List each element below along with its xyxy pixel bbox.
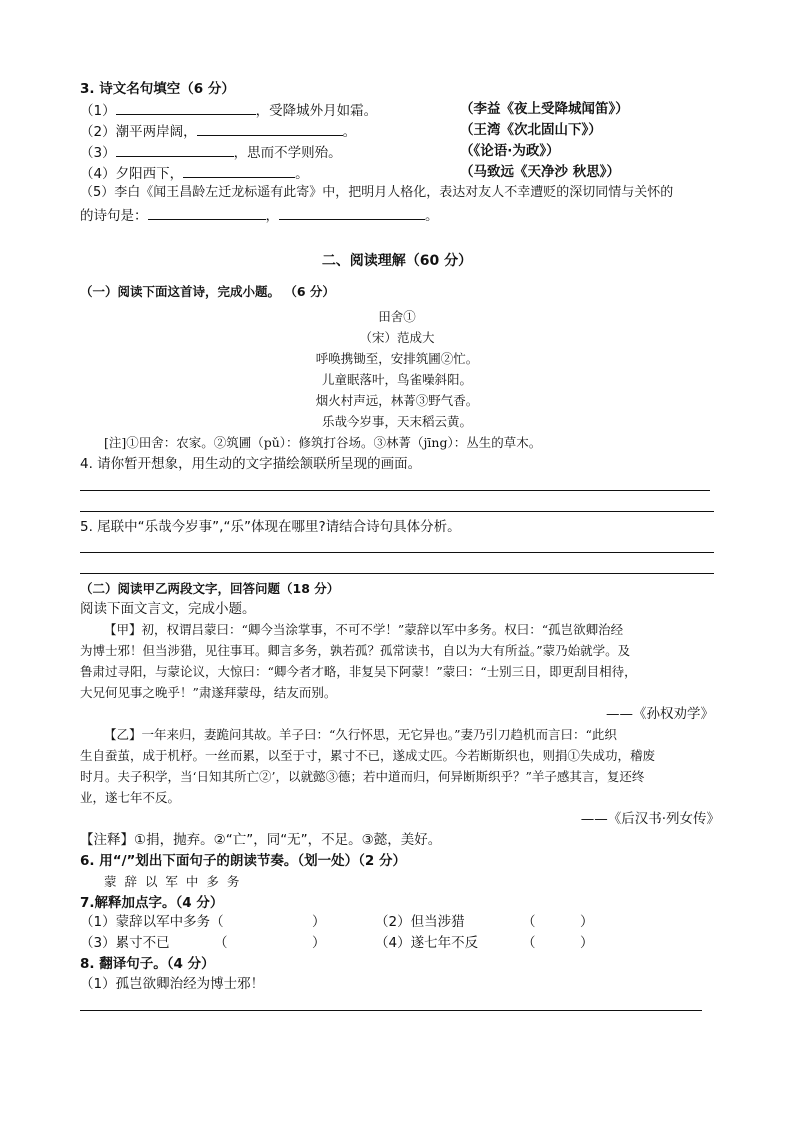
q3-item3 bbox=[80, 142, 342, 162]
q3-item1-text: ，受降城外月如霜。 bbox=[255, 103, 378, 119]
q3-item2-text: 潮平两岸阔， bbox=[115, 124, 197, 140]
passage-yi-line-1: 【乙】一年来归，妻跪问其故。羊子曰：“久行怀思，无它异也。”妻乃引刀趋机而言曰：“此织 bbox=[104, 727, 617, 742]
q6-sentence[interactable]: 蒙 辞 以 军 中 多 务 bbox=[104, 874, 242, 889]
poem-title: 田舍① bbox=[378, 309, 416, 324]
q5-answer-line-1[interactable] bbox=[80, 552, 714, 553]
poem-line-3: 烟火村声远，林菁③野气香。 bbox=[315, 393, 479, 408]
q3-item4-source: （马致远《天净沙 秋思》） bbox=[460, 164, 620, 180]
q3-item1 bbox=[80, 100, 377, 120]
q5-question: 5. 尾联中“乐哉今岁事”,“乐”体现在哪里?请结合诗句具体分析。 bbox=[80, 519, 461, 535]
q7-item-2: （2）但当涉猎 bbox=[375, 914, 465, 930]
q3-item2-end: 。 bbox=[342, 124, 357, 140]
q3-item3-text: ，思而不学则殆。 bbox=[233, 145, 342, 161]
poem-line-2: 儿童眠落叶，鸟雀噪斜阳。 bbox=[321, 372, 472, 387]
q7-item-3: （3）累寸不已 bbox=[80, 935, 170, 951]
q3-item3-num: （3） bbox=[80, 145, 116, 161]
part2-title: （二）阅读甲乙两段文字，回答问题（18 分） bbox=[80, 581, 340, 596]
q8-item-1: （1）孤岂欲卿治经为博士邪！ bbox=[80, 976, 265, 992]
q4-answer-line-1[interactable] bbox=[80, 490, 710, 491]
q3-item4-end: 。 bbox=[295, 166, 309, 182]
q8-answer-line[interactable] bbox=[80, 1010, 702, 1011]
q7-item-1: （1）蒙辞以军中多务（ bbox=[80, 914, 224, 930]
q7-item-3-close: ） bbox=[312, 935, 326, 951]
section2-title: 二、阅读理解（60 分） bbox=[321, 253, 473, 269]
q3-item2 bbox=[80, 121, 356, 141]
q7-item-1-close: ） bbox=[312, 914, 326, 930]
q7-item-3-open: （ bbox=[214, 935, 228, 951]
q3-item4-text: 夕阳西下， bbox=[115, 166, 184, 182]
passage-note: 【注释】①捐，抛弃。②“亡”，同“无”，不足。③懿，美好。 bbox=[80, 832, 442, 848]
poem-note: [注]①田舍：农家。②筑圃（pǔ）：修筑打谷场。③林菁（jīng）：丛生的草木。 bbox=[104, 435, 542, 450]
q3-item1-source: （李益《夜上受降城闻笛》） bbox=[460, 101, 629, 117]
q3-item2-source: （王湾《次北固山下》） bbox=[460, 122, 602, 138]
q3-item4 bbox=[80, 163, 309, 183]
part2-intro: 阅读下面文言文，完成小题。 bbox=[80, 601, 256, 617]
passage-jia-line-4: 大兄何见事之晚乎！”肃遂拜蒙母，结友而别。 bbox=[80, 685, 337, 700]
passage-jia-line-2: 为博士邪！但当涉猎，见往事耳。卿言多务，孰若孤？孤常读书，自以为大有所益。”蒙乃始就学。及 bbox=[80, 643, 631, 658]
poem-line-1: 呼唤携锄至，安排筑圃②忙。 bbox=[315, 351, 479, 366]
poem-line-4: 乐哉今岁事，天末稻云黄。 bbox=[321, 414, 472, 429]
q7-item-2-close: ） bbox=[580, 914, 594, 930]
q3-item4-blank[interactable] bbox=[183, 163, 295, 178]
passage-yi-source: ——《后汉书·列女传》 bbox=[580, 811, 720, 827]
q3-item5-prefix: 的诗句是： bbox=[80, 208, 148, 224]
q7-item-4-open: （ bbox=[522, 935, 536, 951]
q8-title: 8. 翻译句子。（4 分） bbox=[80, 956, 215, 972]
q3-item5-comma: ， bbox=[265, 208, 279, 224]
q7-title: 7.解释加点字。（4 分） bbox=[80, 895, 224, 911]
q7-item-2-open: （ bbox=[522, 914, 536, 930]
part1-title: （一）阅读下面这首诗，完成小题。 （6 分） bbox=[80, 284, 335, 299]
q3-item5-blank2[interactable] bbox=[279, 205, 425, 220]
q3-item2-num: （2） bbox=[80, 124, 116, 140]
q3-item2-blank[interactable] bbox=[197, 121, 343, 136]
passage-yi-line-2: 生自蚕茧，成于机杼。一丝而累，以至于寸，累寸不已，遂成丈匹。今若断斯织也，则捐①失成功，稽废 bbox=[80, 748, 656, 763]
q3-item5-line1: （5）李白《闻王昌龄左迁龙标遥有此寄》中，把明月人格化，表达对友人不幸遭贬的深切同情与关怀的 bbox=[80, 185, 674, 200]
q6-title: 6. 用“/”划出下面句子的朗读节奏。（划一处）（2 分） bbox=[80, 853, 406, 869]
q3-item5-end: 。 bbox=[425, 208, 439, 224]
q4-answer-line-2[interactable] bbox=[80, 511, 714, 512]
passage-jia-line-1: 【甲】初，权谓吕蒙曰：“卿今当涂掌事，不可不学！”蒙辞以军中多务。权曰：“孤岂欲卿治经 bbox=[104, 622, 624, 637]
q7-item-4: （4）遂七年不反 bbox=[375, 935, 479, 951]
q3-item3-blank[interactable] bbox=[116, 142, 234, 157]
q3-item1-num: （1） bbox=[80, 103, 116, 119]
passage-yi-line-3: 时月。夫子积学，当‘日知其所亡②’，以就懿③德；若中道而归，何异断斯织乎？”羊子感其言，复还终 bbox=[80, 769, 645, 784]
q3-item5-line2 bbox=[80, 205, 439, 225]
q3-item4-num: （4） bbox=[80, 166, 116, 182]
q3-item3-source: （《论语·为政》） bbox=[460, 143, 560, 159]
passage-jia-line-3: 鲁肃过寻阳，与蒙论议，大惊曰：“卿今者才略，非复吴下阿蒙！”蒙曰：“士别三日，即更刮目相待， bbox=[80, 664, 637, 679]
q4-question: 4. 请你暂开想象，用生动的文字描绘颔联所呈现的画面。 bbox=[80, 456, 422, 472]
q5-answer-line-2[interactable] bbox=[80, 573, 714, 574]
passage-jia-source: ——《孙权劝学》 bbox=[606, 706, 714, 722]
q3-title: 3. 诗文名句填空（6 分） bbox=[80, 81, 235, 97]
q7-item-4-close: ） bbox=[580, 935, 594, 951]
q3-item1-blank[interactable] bbox=[116, 100, 256, 115]
poem-author: （宋）范成大 bbox=[359, 330, 435, 345]
q3-item5-blank1[interactable] bbox=[148, 205, 266, 220]
passage-yi-line-4: 业，遂七年不反。 bbox=[80, 790, 181, 805]
